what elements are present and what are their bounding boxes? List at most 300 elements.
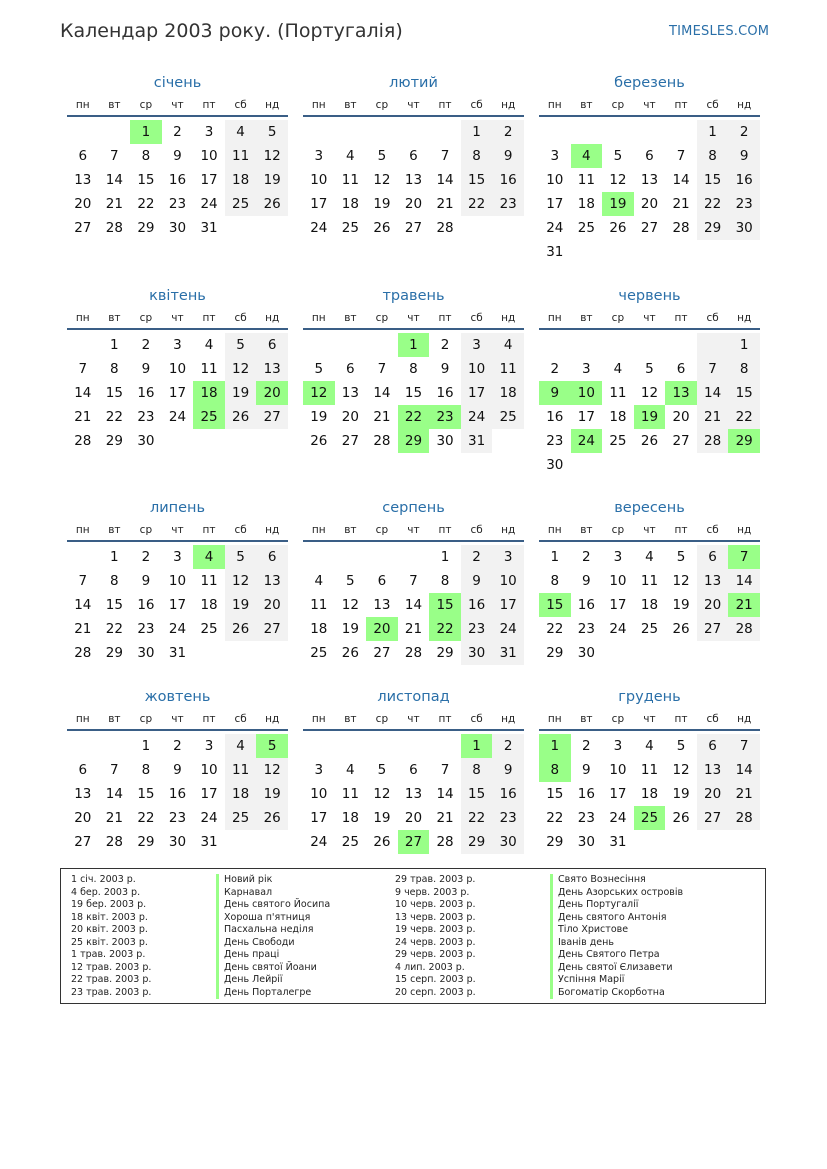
day-cell: 9 — [173, 148, 182, 164]
month-calendar — [303, 499, 524, 665]
day-cell: 31 — [546, 244, 564, 260]
weekday-label: нд — [265, 713, 280, 725]
empty-cell — [366, 120, 398, 144]
holiday-date: 20 серп. 2003 р. — [395, 986, 476, 998]
day-cell: 23 — [492, 806, 524, 830]
day-cell: 25 — [225, 806, 257, 830]
empty-cell — [303, 545, 335, 569]
day-cell: 19 — [310, 409, 328, 425]
days-grid — [539, 734, 760, 854]
day-cell: 23 — [168, 810, 187, 826]
holiday-name: День Святого Петра — [550, 949, 683, 962]
weekday-label: чт — [171, 524, 184, 536]
month-name: березень — [614, 75, 685, 91]
day-cell: 20 — [404, 810, 423, 826]
day-cell: 27 — [373, 645, 391, 661]
weekday-label: сб — [706, 99, 719, 111]
day-cell: 30 — [546, 457, 564, 473]
day-cell: 15 — [404, 385, 423, 401]
day-cell: 12 — [672, 762, 690, 778]
day-cell: 25 — [310, 645, 328, 661]
empty-cell — [99, 734, 131, 758]
weekday-label: сб — [234, 524, 247, 536]
day-cell: 2 — [141, 549, 151, 565]
weekday-label: ср — [139, 713, 153, 725]
day-cell: 26 — [672, 810, 690, 826]
day-cell: 9 — [461, 569, 493, 593]
day-cell: 30 — [168, 220, 187, 236]
weekday-label: чт — [171, 713, 184, 725]
weekday-label: ср — [375, 713, 389, 725]
day-cell: 10 — [310, 786, 328, 802]
day-cell: 12 — [225, 357, 257, 381]
day-cell: 24 — [168, 409, 187, 425]
weekday-header — [303, 312, 524, 330]
day-cell: 27 — [256, 405, 288, 429]
holiday-day: 15 — [429, 593, 461, 617]
weekday-label: сб — [706, 524, 719, 536]
holiday-day: 9 — [539, 381, 571, 405]
day-cell: 7 — [78, 573, 88, 589]
weekday-label: чт — [643, 312, 656, 324]
weekday-label: вт — [344, 312, 357, 324]
weekday-label: нд — [737, 524, 752, 536]
day-cell: 18 — [225, 168, 257, 192]
day-cell: 18 — [341, 810, 359, 826]
day-cell: 3 — [582, 361, 591, 377]
day-cell: 13 — [74, 786, 92, 802]
days-grid — [539, 333, 760, 477]
holiday-date: 22 трав. 2003 р. — [71, 974, 152, 985]
month-calendar — [539, 287, 760, 477]
month-name: серпень — [382, 500, 445, 516]
month-name: травень — [382, 288, 445, 304]
day-cell: 25 — [200, 621, 218, 637]
day-cell: 23 — [577, 621, 595, 637]
holiday-name: День святого Антонія — [550, 912, 683, 925]
day-cell: 24 — [546, 220, 564, 236]
holiday-name: День Свободи — [216, 937, 330, 950]
day-cell: 7 — [440, 148, 450, 164]
month-name: квітень — [149, 288, 206, 304]
day-cell: 3 — [613, 738, 623, 754]
day-cell: 1 — [440, 549, 450, 565]
day-cell: 28 — [728, 617, 760, 641]
day-cell: 22 — [105, 621, 123, 637]
empty-cell — [398, 545, 430, 569]
day-cell: 8 — [409, 361, 418, 377]
month-name: грудень — [618, 689, 681, 705]
day-cell: 16 — [492, 168, 524, 192]
day-cell: 25 — [640, 621, 659, 637]
day-cell: 29 — [137, 220, 155, 236]
day-cell: 31 — [200, 220, 218, 236]
day-cell: 7 — [409, 573, 418, 589]
day-cell: 2 — [492, 120, 524, 144]
day-cell: 9 — [582, 762, 591, 778]
days-grid — [67, 120, 288, 240]
holiday-day: 19 — [634, 405, 666, 429]
day-cell: 8 — [440, 573, 450, 589]
weekday-label: пт — [202, 312, 216, 324]
days-grid — [303, 120, 524, 240]
day-cell: 26 — [341, 645, 359, 661]
day-cell: 6 — [256, 333, 288, 357]
day-cell: 13 — [256, 357, 288, 381]
day-cell: 4 — [645, 549, 654, 565]
weekday-label: вт — [580, 524, 593, 536]
day-cell: 10 — [546, 172, 564, 188]
weekday-header — [539, 713, 760, 731]
day-cell: 21 — [74, 409, 92, 425]
day-cell: 14 — [436, 172, 454, 188]
day-cell: 9 — [728, 144, 760, 168]
day-cell: 30 — [168, 834, 187, 850]
day-cell: 18 — [200, 597, 218, 613]
holiday-day: 23 — [429, 405, 461, 429]
month-name: листопад — [377, 689, 450, 705]
weekday-label: пт — [202, 99, 216, 111]
day-cell: 19 — [225, 381, 257, 405]
day-cell: 11 — [225, 758, 257, 782]
day-cell: 10 — [609, 762, 627, 778]
weekday-label: ср — [375, 524, 389, 536]
weekday-label: пт — [674, 99, 688, 111]
day-cell: 28 — [728, 806, 760, 830]
day-cell: 8 — [697, 144, 729, 168]
day-cell: 17 — [310, 196, 328, 212]
weekday-label: пт — [674, 524, 688, 536]
weekday-label: чт — [171, 312, 184, 324]
day-cell: 23 — [577, 810, 595, 826]
weekday-header — [303, 99, 524, 117]
empty-cell — [303, 120, 335, 144]
days-grid — [303, 734, 524, 854]
day-cell: 10 — [492, 569, 524, 593]
weekday-label: сб — [470, 312, 483, 324]
day-cell: 17 — [168, 597, 187, 613]
day-cell: 6 — [409, 148, 418, 164]
weekday-label: ср — [375, 99, 389, 111]
day-cell: 17 — [200, 786, 218, 802]
day-cell: 24 — [609, 810, 627, 826]
day-cell: 1 — [110, 337, 119, 353]
weekday-label: пн — [75, 713, 90, 725]
weekday-label: сб — [234, 312, 247, 324]
day-cell: 11 — [225, 144, 257, 168]
day-cell: 11 — [609, 385, 627, 401]
day-cell: 4 — [225, 120, 257, 144]
empty-cell — [335, 333, 367, 357]
day-cell: 4 — [314, 573, 324, 589]
day-cell: 14 — [74, 385, 92, 401]
holiday-name: Тіло Христове — [550, 924, 683, 937]
holiday-name: Новий рік — [216, 874, 330, 887]
weekday-label: пт — [438, 713, 452, 725]
empty-cell — [634, 120, 666, 144]
day-cell: 30 — [492, 830, 524, 854]
day-cell: 13 — [697, 569, 729, 593]
day-cell: 22 — [105, 409, 123, 425]
day-cell: 22 — [461, 806, 493, 830]
weekday-label: пт — [438, 524, 452, 536]
holiday-day: 25 — [193, 405, 225, 429]
holiday-day: 20 — [366, 617, 398, 641]
holiday-date: 1 трав. 2003 р. — [71, 949, 146, 960]
weekday-label: пн — [547, 713, 562, 725]
holiday-name: День Порталегре — [216, 987, 330, 1000]
holiday-day: 1 — [461, 734, 493, 758]
empty-cell — [67, 120, 99, 144]
day-cell: 19 — [256, 168, 288, 192]
day-cell: 11 — [577, 172, 595, 188]
weekday-label: чт — [171, 99, 184, 111]
day-cell: 6 — [78, 148, 88, 164]
day-cell: 7 — [110, 148, 119, 164]
day-cell: 2 — [141, 337, 151, 353]
day-cell: 10 — [200, 762, 218, 778]
day-cell: 23 — [137, 621, 155, 637]
legend-names-left — [216, 874, 330, 999]
day-cell: 15 — [461, 168, 493, 192]
day-cell: 31 — [492, 641, 524, 665]
day-cell: 25 — [609, 433, 627, 449]
day-cell: 24 — [168, 621, 187, 637]
day-cell: 2 — [582, 738, 591, 754]
holiday-name: Іванів день — [550, 937, 683, 950]
day-cell: 31 — [461, 429, 493, 453]
day-cell: 24 — [461, 405, 493, 429]
weekday-label: сб — [706, 713, 719, 725]
day-cell: 13 — [697, 758, 729, 782]
day-cell: 27 — [74, 220, 92, 236]
weekday-label: пт — [438, 312, 452, 324]
day-cell: 26 — [225, 405, 257, 429]
holiday-name: День святої Йоани — [216, 962, 330, 975]
day-cell: 22 — [137, 196, 155, 212]
weekday-label: нд — [501, 524, 516, 536]
day-cell: 16 — [168, 786, 187, 802]
weekday-label: пт — [438, 99, 452, 111]
day-cell: 8 — [110, 573, 119, 589]
day-cell: 6 — [409, 762, 418, 778]
day-cell: 12 — [609, 172, 627, 188]
empty-cell — [571, 120, 603, 144]
weekday-label: нд — [501, 312, 516, 324]
holiday-name: День Португалії — [550, 899, 683, 912]
day-cell: 11 — [310, 597, 328, 613]
weekday-label: вт — [580, 99, 593, 111]
day-cell: 21 — [697, 405, 729, 429]
day-cell: 6 — [697, 734, 729, 758]
month-calendar — [303, 688, 524, 854]
day-cell: 7 — [377, 361, 387, 377]
empty-cell — [366, 734, 398, 758]
day-cell: 12 — [225, 569, 257, 593]
day-cell: 10 — [461, 357, 493, 381]
day-cell: 20 — [74, 810, 92, 826]
day-cell: 22 — [546, 810, 564, 826]
weekday-label: вт — [108, 524, 121, 536]
day-cell: 30 — [137, 645, 155, 661]
day-cell: 5 — [346, 573, 355, 589]
day-cell: 18 — [577, 196, 595, 212]
day-cell: 30 — [461, 641, 493, 665]
day-cell: 3 — [204, 124, 214, 140]
days-grid — [303, 545, 524, 665]
holiday-day: 7 — [728, 545, 760, 569]
day-cell: 28 — [404, 645, 423, 661]
weekday-header — [539, 99, 760, 117]
day-cell: 12 — [672, 573, 690, 589]
weekday-label: пн — [547, 99, 562, 111]
day-cell: 17 — [609, 786, 627, 802]
day-cell: 14 — [105, 172, 123, 188]
day-cell: 15 — [105, 385, 123, 401]
day-cell: 28 — [105, 834, 123, 850]
day-cell: 21 — [74, 621, 92, 637]
holiday-name: День святої Єлизавети — [550, 962, 683, 975]
day-cell: 18 — [640, 597, 659, 613]
day-cell: 7 — [697, 357, 729, 381]
brand-link[interactable]: TIMESLES.COM — [669, 24, 770, 39]
holiday-day: 29 — [398, 429, 430, 453]
day-cell: 26 — [310, 433, 328, 449]
day-cell: 22 — [137, 810, 155, 826]
weekday-label: вт — [580, 312, 593, 324]
day-cell: 3 — [314, 762, 324, 778]
day-cell: 4 — [225, 734, 257, 758]
day-cell: 5 — [676, 549, 686, 565]
day-cell: 17 — [546, 196, 564, 212]
day-cell: 27 — [672, 433, 690, 449]
day-cell: 16 — [577, 597, 595, 613]
day-cell: 5 — [377, 762, 387, 778]
weekday-label: пн — [311, 312, 326, 324]
days-grid — [539, 120, 760, 264]
weekday-header — [67, 312, 288, 330]
day-cell: 7 — [676, 148, 686, 164]
day-cell: 2 — [550, 361, 560, 377]
day-cell: 7 — [110, 762, 119, 778]
day-cell: 3 — [204, 738, 214, 754]
day-cell: 9 — [141, 573, 151, 589]
day-cell: 8 — [550, 573, 560, 589]
day-cell: 25 — [492, 405, 524, 429]
day-cell: 27 — [74, 834, 92, 850]
weekday-header — [539, 312, 760, 330]
day-cell: 21 — [105, 810, 123, 826]
weekday-label: чт — [643, 99, 656, 111]
weekday-label: пн — [547, 312, 562, 324]
holiday-date: 1 січ. 2003 р. — [71, 874, 136, 885]
day-cell: 24 — [609, 621, 627, 637]
day-cell: 24 — [200, 196, 218, 212]
empty-cell — [429, 734, 461, 758]
day-cell: 10 — [168, 361, 187, 377]
weekday-label: чт — [407, 99, 420, 111]
empty-cell — [67, 333, 99, 357]
month-name: жовтень — [144, 689, 211, 705]
month-name: січень — [153, 75, 202, 91]
holiday-day: 8 — [539, 758, 571, 782]
holiday-day: 4 — [571, 144, 603, 168]
day-cell: 2 — [173, 124, 182, 140]
empty-cell — [539, 120, 571, 144]
day-cell: 23 — [492, 192, 524, 216]
weekday-label: вт — [108, 312, 121, 324]
day-cell: 25 — [341, 834, 359, 850]
month-name: липень — [149, 500, 206, 516]
month-calendar — [539, 688, 760, 854]
weekday-label: пн — [311, 99, 326, 111]
day-cell: 12 — [640, 385, 659, 401]
holiday-name: День праці — [216, 949, 330, 962]
day-cell: 29 — [697, 216, 729, 240]
day-cell: 11 — [492, 357, 524, 381]
empty-cell — [697, 333, 729, 357]
day-cell: 8 — [461, 758, 493, 782]
day-cell: 23 — [728, 192, 760, 216]
day-cell: 5 — [225, 333, 257, 357]
holiday-day: 20 — [256, 381, 288, 405]
day-cell: 17 — [200, 172, 218, 188]
day-cell: 16 — [492, 782, 524, 806]
holiday-day: 12 — [303, 381, 335, 405]
month-calendar — [67, 74, 288, 240]
empty-cell — [67, 545, 99, 569]
weekday-label: вт — [580, 713, 593, 725]
day-cell: 24 — [492, 617, 524, 641]
day-cell: 1 — [728, 333, 760, 357]
day-cell: 18 — [609, 409, 627, 425]
days-grid — [67, 734, 288, 854]
day-cell: 28 — [74, 433, 92, 449]
day-cell: 28 — [436, 220, 454, 236]
day-cell: 3 — [173, 337, 182, 353]
day-cell: 18 — [341, 196, 359, 212]
day-cell: 10 — [168, 573, 187, 589]
weekday-label: чт — [643, 713, 656, 725]
day-cell: 29 — [137, 834, 155, 850]
holiday-day: 22 — [398, 405, 430, 429]
day-cell: 17 — [461, 381, 493, 405]
month-calendar — [539, 74, 760, 264]
day-cell: 14 — [373, 385, 391, 401]
day-cell: 15 — [137, 786, 155, 802]
month-name: лютий — [389, 75, 438, 91]
legend-dates-left — [71, 874, 151, 999]
day-cell: 16 — [577, 786, 595, 802]
day-cell: 10 — [310, 172, 328, 188]
day-cell: 9 — [440, 361, 450, 377]
month-name: червень — [618, 288, 681, 304]
holiday-date: 23 трав. 2003 р. — [71, 986, 152, 998]
holiday-day: 4 — [193, 545, 225, 569]
day-cell: 18 — [640, 786, 659, 802]
day-cell: 4 — [346, 148, 355, 164]
month-calendar — [67, 688, 288, 854]
day-cell: 24 — [200, 810, 218, 826]
day-cell: 6 — [256, 545, 288, 569]
holiday-name: Хороша п'ятниця — [216, 912, 330, 925]
holiday-day: 15 — [539, 593, 571, 617]
weekday-label: пн — [547, 524, 562, 536]
day-cell: 13 — [404, 172, 423, 188]
day-cell: 28 — [373, 433, 391, 449]
weekday-label: сб — [706, 312, 719, 324]
weekday-label: сб — [470, 713, 483, 725]
